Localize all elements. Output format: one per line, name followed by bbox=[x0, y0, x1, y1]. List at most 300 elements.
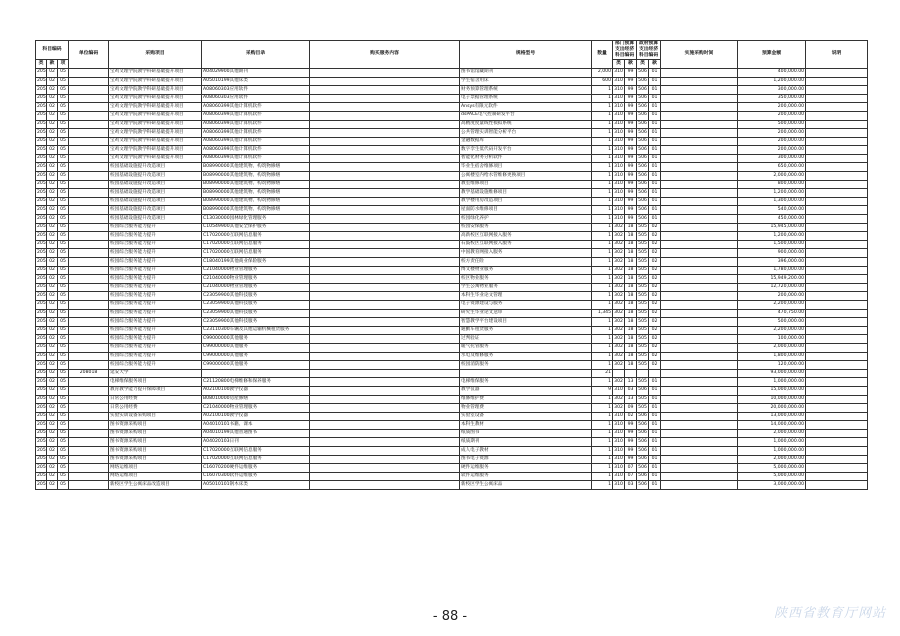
table-body bbox=[36, 68, 868, 489]
table-row bbox=[36, 472, 868, 481]
cell-gov-lei: 505 bbox=[637, 361, 649, 370]
cell-project: 校园综合服务能力提升 bbox=[109, 275, 202, 284]
cell-service bbox=[310, 120, 460, 129]
cell-dept-kuan: 13 bbox=[625, 395, 637, 404]
cell-catalog: C16070200硬件运维服务 bbox=[202, 464, 310, 473]
cell-kuan: 02 bbox=[47, 369, 58, 378]
cell-qty: 1 bbox=[592, 438, 613, 447]
cell-amount: 15,949,200.00 bbox=[738, 275, 806, 284]
header-project: 采购项目 bbox=[109, 41, 202, 69]
cell-qty: 2,000 bbox=[592, 68, 613, 77]
table-row bbox=[36, 335, 868, 344]
cell-unit-code bbox=[69, 180, 109, 189]
cell-spec: 电梯维保服务 bbox=[460, 378, 592, 387]
cell-xiang: 05 bbox=[58, 421, 69, 430]
cell-note bbox=[806, 111, 868, 120]
table-header bbox=[36, 41, 868, 69]
table-row bbox=[36, 275, 868, 284]
cell-kuan: 02 bbox=[47, 335, 58, 344]
cell-dept-lei: 302 bbox=[613, 223, 625, 232]
cell-service bbox=[310, 189, 460, 198]
cell-kuan: 02 bbox=[47, 94, 58, 103]
cell-qty: 1 bbox=[592, 361, 613, 370]
cell-service bbox=[310, 283, 460, 292]
cell-dept-lei: 302 bbox=[613, 292, 625, 301]
table-row bbox=[36, 386, 868, 395]
cell-dept-kuan: 07 bbox=[625, 472, 637, 481]
cell-time bbox=[661, 283, 738, 292]
cell-xiang: 05 bbox=[58, 447, 69, 456]
cell-dept-lei: 310 bbox=[613, 481, 625, 490]
cell-xiang: 05 bbox=[58, 68, 69, 77]
cell-lei: 205 bbox=[36, 94, 47, 103]
cell-note bbox=[806, 395, 868, 404]
cell-service bbox=[310, 180, 460, 189]
cell-service bbox=[310, 172, 460, 181]
cell-dept-lei: 310 bbox=[613, 472, 625, 481]
cell-gov-kuan: 01 bbox=[649, 180, 661, 189]
cell-gov-kuan: 01 bbox=[649, 206, 661, 215]
cell-unit-code bbox=[69, 137, 109, 146]
cell-dept-kuan: 03 bbox=[625, 386, 637, 395]
cell-gov-lei: 506 bbox=[637, 481, 649, 490]
cell-xiang: 05 bbox=[58, 464, 69, 473]
cell-unit-code bbox=[69, 223, 109, 232]
cell-amount: 650,000.00 bbox=[738, 163, 806, 172]
cell-kuan: 02 bbox=[47, 240, 58, 249]
cell-time bbox=[661, 335, 738, 344]
cell-time bbox=[661, 412, 738, 421]
table-row bbox=[36, 197, 868, 206]
cell-spec: 校园绿化养护 bbox=[460, 215, 592, 224]
cell-dept-lei: 310 bbox=[613, 438, 625, 447]
cell-xiang: 05 bbox=[58, 206, 69, 215]
header-qty: 数量 bbox=[592, 41, 613, 69]
cell-gov-lei: 505 bbox=[637, 326, 649, 335]
cell-dept-kuan: 99 bbox=[625, 197, 637, 206]
cell-amount: 500,000.00 bbox=[738, 318, 806, 327]
cell-project: 校园综合服务能力提升 bbox=[109, 326, 202, 335]
cell-time bbox=[661, 206, 738, 215]
cell-kuan: 02 bbox=[47, 68, 58, 77]
cell-unit-code bbox=[69, 292, 109, 301]
cell-note bbox=[806, 146, 868, 155]
cell-spec: 学生宿舍用床 bbox=[460, 77, 592, 86]
cell-lei: 205 bbox=[36, 120, 47, 129]
cell-amount: 14,000,000.00 bbox=[738, 421, 806, 430]
cell-service bbox=[310, 111, 460, 120]
cell-gov-kuan: 01 bbox=[649, 378, 661, 387]
cell-gov-kuan: 02 bbox=[649, 223, 661, 232]
cell-kuan: 02 bbox=[47, 455, 58, 464]
cell-time bbox=[661, 472, 738, 481]
cell-time bbox=[661, 404, 738, 413]
header-gov-econ: 政府预算支出经济科目编码 bbox=[637, 41, 661, 60]
cell-lei: 205 bbox=[36, 283, 47, 292]
cell-spec: 暖气托管服务 bbox=[460, 343, 592, 352]
cell-gov-kuan: 02 bbox=[649, 335, 661, 344]
cell-qty: 1 bbox=[592, 447, 613, 456]
cell-kuan: 02 bbox=[47, 206, 58, 215]
cell-gov-lei: 505 bbox=[637, 283, 649, 292]
cell-spec: 毕业生宿舍维修项目 bbox=[460, 163, 592, 172]
cell-dept-lei: 310 bbox=[613, 172, 625, 181]
cell-xiang: 05 bbox=[58, 189, 69, 198]
cell-amount: 2,200,000.00 bbox=[738, 300, 806, 309]
cell-catalog: C23059900其他科技服务 bbox=[202, 300, 310, 309]
cell-time bbox=[661, 258, 738, 267]
cell-dept-kuan: 99 bbox=[625, 429, 637, 438]
cell-unit-code bbox=[69, 77, 109, 86]
cell-dept-lei: 302 bbox=[613, 275, 625, 284]
cell-spec: 软件运维服务 bbox=[460, 472, 592, 481]
cell-dept-kuan: 18 bbox=[625, 240, 637, 249]
cell-unit-code bbox=[69, 163, 109, 172]
cell-qty: 1 bbox=[592, 464, 613, 473]
cell-service bbox=[310, 206, 460, 215]
cell-spec: 校区物业服务 bbox=[460, 275, 592, 284]
cell-project: 网络运维项目 bbox=[109, 472, 202, 481]
cell-spec: 水电及维修服务 bbox=[460, 352, 592, 361]
cell-dept-kuan: 99 bbox=[625, 438, 637, 447]
cell-lei: 205 bbox=[36, 197, 47, 206]
cell-dept-lei: 310 bbox=[613, 103, 625, 112]
cell-qty: 1 bbox=[592, 300, 613, 309]
cell-dept-kuan: 99 bbox=[625, 189, 637, 198]
cell-dept-kuan: 18 bbox=[625, 326, 637, 335]
cell-qty: 1 bbox=[592, 137, 613, 146]
header-xiang: 项 bbox=[58, 59, 69, 68]
cell-xiang: 05 bbox=[58, 378, 69, 387]
cell-note bbox=[806, 335, 868, 344]
cell-note bbox=[806, 378, 868, 387]
cell-note bbox=[806, 472, 868, 481]
cell-note bbox=[806, 429, 868, 438]
cell-dept-lei: 302 bbox=[613, 300, 625, 309]
cell-amount: 500,000.00 bbox=[738, 120, 806, 129]
cell-note bbox=[806, 189, 868, 198]
cell-amount: 800,000.00 bbox=[738, 180, 806, 189]
cell-spec: 金融数据库 bbox=[460, 137, 592, 146]
cell-dept-lei: 310 bbox=[613, 421, 625, 430]
header-gov-lei: 类 bbox=[637, 59, 649, 68]
cell-time bbox=[661, 215, 738, 224]
cell-unit-code bbox=[69, 215, 109, 224]
cell-time bbox=[661, 77, 738, 86]
cell-note bbox=[806, 326, 868, 335]
cell-xiang: 05 bbox=[58, 326, 69, 335]
cell-dept-kuan: 18 bbox=[625, 292, 637, 301]
cell-xiang: 05 bbox=[58, 86, 69, 95]
cell-service bbox=[310, 292, 460, 301]
cell-gov-lei: 506 bbox=[637, 206, 649, 215]
cell-xiang: 05 bbox=[58, 103, 69, 112]
cell-gov-lei: 506 bbox=[637, 412, 649, 421]
cell-unit-code bbox=[69, 412, 109, 421]
cell-qty: 1 bbox=[592, 86, 613, 95]
cell-catalog: C99000000其他服务 bbox=[202, 352, 310, 361]
cell-lei: 205 bbox=[36, 309, 47, 318]
cell-dept-kuan: 18 bbox=[625, 266, 637, 275]
cell-catalog: A05010199其他床类 bbox=[202, 77, 310, 86]
cell-dept-kuan: 03 bbox=[625, 481, 637, 490]
cell-project: 教育教学能力提升保障项目 bbox=[109, 386, 202, 395]
cell-dept-kuan: 99 bbox=[625, 172, 637, 181]
cell-lei: 205 bbox=[36, 258, 47, 267]
cell-spec: 纸质图书 bbox=[460, 429, 592, 438]
cell-kuan: 02 bbox=[47, 421, 58, 430]
cell-project: 宝鸡文理学院教学科研基础提升项目 bbox=[109, 146, 202, 155]
cell-spec: 石鼓校区互联网接入服务 bbox=[460, 240, 592, 249]
cell-qty: 1 bbox=[592, 258, 613, 267]
cell-unit-code bbox=[69, 378, 109, 387]
cell-lei: 205 bbox=[36, 318, 47, 327]
cell-note bbox=[806, 68, 868, 77]
cell-xiang: 05 bbox=[58, 438, 69, 447]
cell-unit-code bbox=[69, 240, 109, 249]
cell-amount: 100,000.00 bbox=[738, 335, 806, 344]
cell-dept-lei bbox=[613, 369, 625, 378]
cell-gov-lei bbox=[637, 369, 649, 378]
cell-kuan: 02 bbox=[47, 378, 58, 387]
cell-time bbox=[661, 438, 738, 447]
cell-note bbox=[806, 481, 868, 490]
cell-gov-lei: 506 bbox=[637, 129, 649, 138]
table-row bbox=[36, 172, 868, 181]
cell-kuan: 02 bbox=[47, 361, 58, 370]
cell-spec: 图书馆馆藏期刊 bbox=[460, 68, 592, 77]
cell-amount: 3,000,000.00 bbox=[738, 481, 806, 490]
cell-lei: 205 bbox=[36, 378, 47, 387]
cell-unit-code bbox=[69, 352, 109, 361]
cell-project: 校园综合服务能力提升 bbox=[109, 335, 202, 344]
cell-xiang: 05 bbox=[58, 154, 69, 163]
cell-gov-kuan: 01 bbox=[649, 86, 661, 95]
cell-unit-code bbox=[69, 103, 109, 112]
cell-unit-code bbox=[69, 309, 109, 318]
cell-time bbox=[661, 189, 738, 198]
cell-qty: 1 bbox=[592, 404, 613, 413]
cell-time bbox=[661, 421, 738, 430]
cell-kuan: 02 bbox=[47, 137, 58, 146]
cell-unit-code bbox=[69, 429, 109, 438]
cell-spec: 电子资源建设与服务 bbox=[460, 300, 592, 309]
cell-project: 图书资源采购项目 bbox=[109, 447, 202, 456]
cell-note bbox=[806, 120, 868, 129]
cell-qty: 1 bbox=[592, 455, 613, 464]
cell-catalog: A04029900其他期刊 bbox=[202, 68, 310, 77]
cell-qty: 1 bbox=[592, 129, 613, 138]
cell-time bbox=[661, 326, 738, 335]
cell-dept-kuan: 99 bbox=[625, 206, 637, 215]
cell-qty: 1 bbox=[592, 215, 613, 224]
cell-kuan: 02 bbox=[47, 154, 58, 163]
cell-amount: 1,000,000.00 bbox=[738, 447, 806, 456]
cell-project: 宝鸡文理学院教学科研基础提升项目 bbox=[109, 111, 202, 120]
table-row bbox=[36, 318, 868, 327]
cell-lei: 205 bbox=[36, 240, 47, 249]
cell-spec: 中国教育网接入服务 bbox=[460, 249, 592, 258]
cell-amount: 1,300,000.00 bbox=[738, 197, 806, 206]
cell-unit-code bbox=[69, 154, 109, 163]
cell-project: 日常公用经费 bbox=[109, 395, 202, 404]
cell-dept-kuan: 99 bbox=[625, 86, 637, 95]
cell-kuan: 02 bbox=[47, 77, 58, 86]
cell-dept-kuan: 18 bbox=[625, 223, 637, 232]
table-row bbox=[36, 206, 868, 215]
cell-project: 宝鸡文理学院教学科研基础提升项目 bbox=[109, 120, 202, 129]
cell-lei: 205 bbox=[36, 326, 47, 335]
cell-gov-lei: 505 bbox=[637, 335, 649, 344]
cell-lei: 205 bbox=[36, 223, 47, 232]
cell-xiang: 05 bbox=[58, 404, 69, 413]
cell-service bbox=[310, 464, 460, 473]
cell-time bbox=[661, 111, 738, 120]
cell-project: 校园综合服务能力提升 bbox=[109, 223, 202, 232]
cell-service bbox=[310, 326, 460, 335]
cell-gov-kuan: 01 bbox=[649, 94, 661, 103]
cell-spec: 公共管理实训智能分析平台 bbox=[460, 129, 592, 138]
cell-kuan: 02 bbox=[47, 266, 58, 275]
cell-catalog: B08990000其他建筑物、构筑物修缮 bbox=[202, 163, 310, 172]
cell-spec: 研究生毕业论文送审 bbox=[460, 309, 592, 318]
cell-kuan: 02 bbox=[47, 300, 58, 309]
cell-time bbox=[661, 455, 738, 464]
cell-spec: Ansys有限元软件 bbox=[460, 103, 592, 112]
cell-gov-kuan: 02 bbox=[649, 283, 661, 292]
cell-qty: 1 bbox=[592, 481, 613, 490]
cell-xiang: 05 bbox=[58, 223, 69, 232]
cell-kuan: 02 bbox=[47, 343, 58, 352]
cell-gov-lei: 505 bbox=[637, 404, 649, 413]
cell-service bbox=[310, 412, 460, 421]
cell-catalog: B08990000其他建筑物、构筑物修缮 bbox=[202, 172, 310, 181]
cell-dept-kuan: 18 bbox=[625, 249, 637, 258]
cell-time bbox=[661, 120, 738, 129]
cell-note bbox=[806, 309, 868, 318]
cell-service bbox=[310, 404, 460, 413]
cell-qty: 1 bbox=[592, 335, 613, 344]
cell-spec: 通勤车租赁服务 bbox=[460, 326, 592, 335]
budget-table bbox=[35, 40, 868, 490]
cell-xiang: 05 bbox=[58, 292, 69, 301]
cell-amount: 200,000.00 bbox=[738, 292, 806, 301]
cell-qty: 1 bbox=[592, 94, 613, 103]
table-row bbox=[36, 481, 868, 490]
cell-project: 校园综合服务能力提升 bbox=[109, 283, 202, 292]
cell-amount: 2,000,000.00 bbox=[738, 429, 806, 438]
cell-project: 实验实训设备采购项目 bbox=[109, 412, 202, 421]
cell-dept-kuan: 02 bbox=[625, 412, 637, 421]
table-row bbox=[36, 120, 868, 129]
header-dept-econ: 部门预算支出经济科目编码 bbox=[613, 41, 637, 60]
cell-gov-lei: 505 bbox=[637, 300, 649, 309]
cell-time bbox=[661, 292, 738, 301]
cell-service bbox=[310, 472, 460, 481]
cell-amount: 900,000.00 bbox=[738, 249, 806, 258]
cell-dept-kuan: 13 bbox=[625, 378, 637, 387]
cell-xiang: 05 bbox=[58, 94, 69, 103]
cell-amount: 300,000.00 bbox=[738, 86, 806, 95]
cell-lei: 205 bbox=[36, 86, 47, 95]
cell-note bbox=[806, 172, 868, 181]
cell-xiang: 05 bbox=[58, 369, 69, 378]
cell-note bbox=[806, 215, 868, 224]
cell-note bbox=[806, 455, 868, 464]
cell-note bbox=[806, 249, 868, 258]
cell-xiang: 05 bbox=[58, 180, 69, 189]
cell-kuan: 02 bbox=[47, 472, 58, 481]
cell-project: 宝鸡文理学院教学科研基础提升项目 bbox=[109, 77, 202, 86]
cell-catalog: A02100100教学仪器 bbox=[202, 386, 310, 395]
cell-project: 校园基础设施提升改造项目 bbox=[109, 163, 202, 172]
cell-qty: 1 bbox=[592, 180, 613, 189]
cell-gov-kuan: 01 bbox=[649, 404, 661, 413]
cell-note bbox=[806, 232, 868, 241]
cell-project: 图书资源采购项目 bbox=[109, 429, 202, 438]
cell-qty: 1 bbox=[592, 292, 613, 301]
cell-xiang: 05 bbox=[58, 395, 69, 404]
cell-amount: 15,000,000.00 bbox=[738, 386, 806, 395]
cell-lei: 205 bbox=[36, 361, 47, 370]
cell-gov-lei: 505 bbox=[637, 266, 649, 275]
cell-note bbox=[806, 223, 868, 232]
cell-note bbox=[806, 154, 868, 163]
cell-catalog: C21040000物业管理服务 bbox=[202, 283, 310, 292]
cell-note bbox=[806, 318, 868, 327]
cell-qty: 1 bbox=[592, 163, 613, 172]
cell-service bbox=[310, 163, 460, 172]
cell-dept-kuan: 99 bbox=[625, 68, 637, 77]
cell-dept-kuan: 18 bbox=[625, 300, 637, 309]
cell-service bbox=[310, 343, 460, 352]
table-row bbox=[36, 300, 868, 309]
header-time: 实施采购时间 bbox=[661, 41, 738, 69]
cell-unit-code bbox=[69, 129, 109, 138]
cell-catalog: B08990000其他建筑物、构筑物修缮 bbox=[202, 180, 310, 189]
cell-note bbox=[806, 129, 868, 138]
cell-catalog bbox=[202, 369, 310, 378]
cell-qty: 1 bbox=[592, 326, 613, 335]
cell-gov-kuan: 01 bbox=[649, 429, 661, 438]
cell-gov-kuan: 01 bbox=[649, 146, 661, 155]
cell-lei: 205 bbox=[36, 464, 47, 473]
cell-dept-kuan: 99 bbox=[625, 111, 637, 120]
cell-service bbox=[310, 249, 460, 258]
cell-spec: 数字孪生低代码开发平台 bbox=[460, 146, 592, 155]
table-row bbox=[36, 103, 868, 112]
cell-kuan: 02 bbox=[47, 447, 58, 456]
cell-lei: 205 bbox=[36, 386, 47, 395]
header-lei: 类 bbox=[36, 59, 47, 68]
cell-note bbox=[806, 464, 868, 473]
cell-service bbox=[310, 77, 460, 86]
cell-lei: 205 bbox=[36, 266, 47, 275]
cell-service bbox=[310, 154, 460, 163]
cell-kuan: 02 bbox=[47, 120, 58, 129]
cell-spec: 智能化财务分析软件 bbox=[460, 154, 592, 163]
cell-service bbox=[310, 103, 460, 112]
cell-lei: 205 bbox=[36, 215, 47, 224]
cell-gov-kuan: 01 bbox=[649, 172, 661, 181]
cell-amount: 200,000.00 bbox=[738, 146, 806, 155]
cell-project: 校园基础设施提升改造项目 bbox=[109, 172, 202, 181]
cell-catalog: A05010101钢木床类 bbox=[202, 481, 310, 490]
cell-lei: 205 bbox=[36, 111, 47, 120]
cell-xiang: 05 bbox=[58, 137, 69, 146]
cell-amount: 540,000.00 bbox=[738, 206, 806, 215]
cell-gov-lei: 506 bbox=[637, 163, 649, 172]
